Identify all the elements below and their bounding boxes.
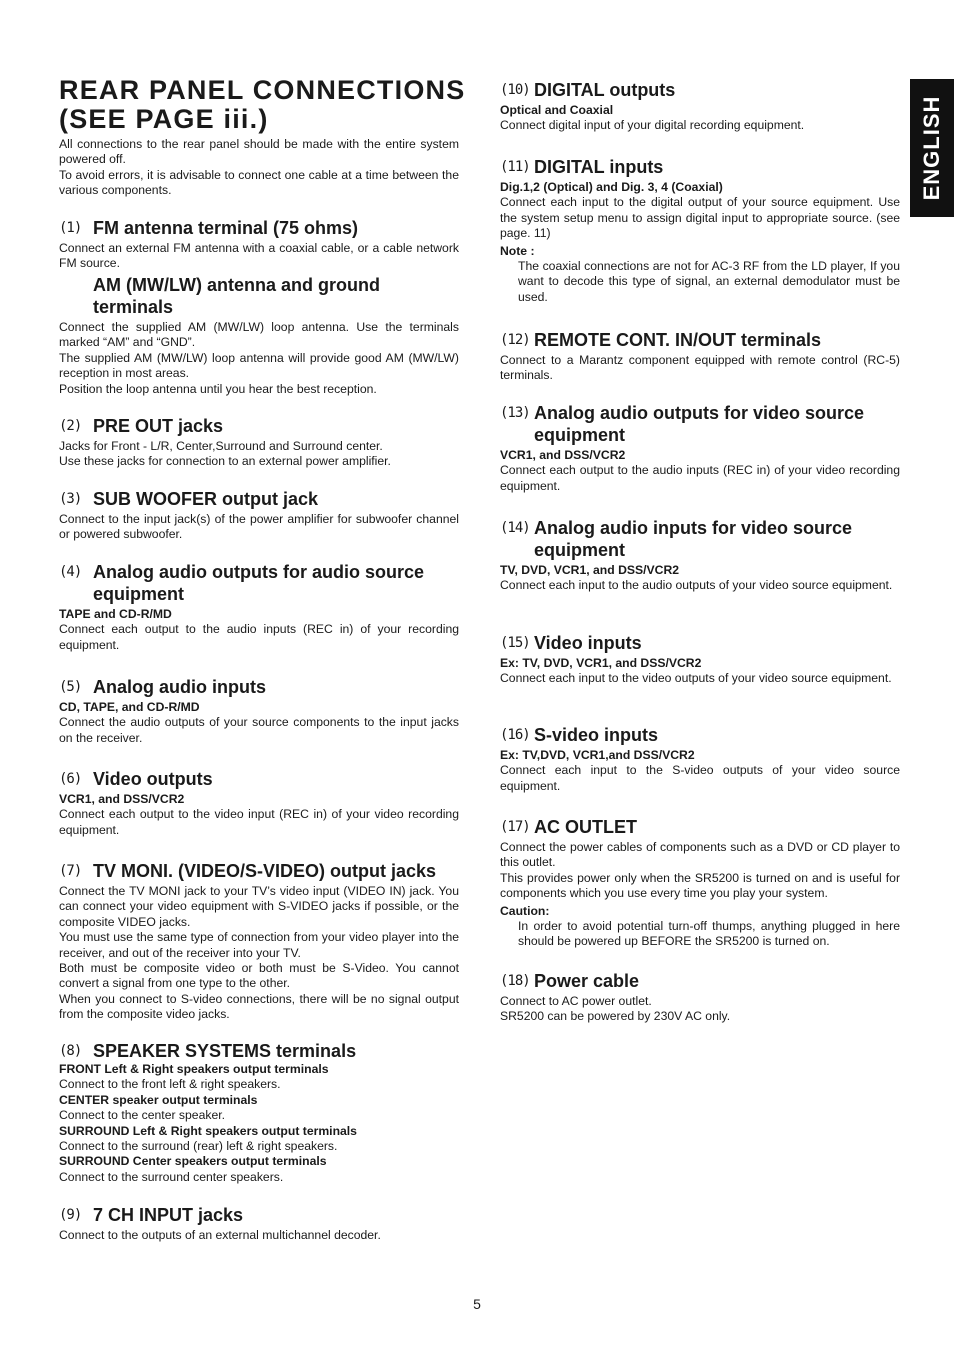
section-subheading: VCR1, and DSS/VCR2 — [500, 448, 626, 462]
section-heading: 7 CH INPUT jacks — [93, 1205, 244, 1225]
section-am-antenna — [59, 274, 459, 397]
section-digital-outputs — [500, 79, 900, 134]
section-heading: AM (MW/LW) antenna and ground terminals — [93, 275, 380, 317]
section-heading: Analog audio outputs for video source equipment — [534, 403, 865, 445]
language-tab — [910, 79, 954, 217]
section-subheading: CENTER speaker output terminals — [59, 1092, 258, 1107]
section-sub-woofer — [59, 488, 459, 543]
section-heading: SPEAKER SYSTEMS terminals — [93, 1041, 357, 1061]
section-number: (1) — [59, 220, 82, 236]
note-label: Note : — [500, 243, 535, 258]
section-heading: DIGITAL outputs — [534, 80, 676, 100]
section-heading: Analog audio inputs for video source equipment — [534, 518, 853, 560]
section-subheading: FRONT Left & Right speakers output terminals — [59, 1062, 329, 1076]
section-body: Connect the power cables of components such as a DVD or CD player to this outlet. This provides power only when the SR5200 is turned on and is useful for components which you use every time you play your system. — [500, 840, 900, 901]
section-body: Connect to the front left & right speakers. — [59, 1077, 281, 1092]
section-body: Connect digital input of your digital recording equipment. — [500, 118, 805, 133]
section-power-cable — [500, 970, 900, 1025]
section-subheading: TAPE and CD-R/MD — [59, 607, 172, 621]
section-video-inputs — [500, 632, 900, 687]
section-s-video-inputs — [500, 724, 900, 794]
section-heading: FM antenna terminal (75 ohms) — [93, 218, 359, 238]
section-body: Connect each input to the audio outputs of your video source equipment. — [500, 578, 893, 593]
section-remote-cont — [500, 329, 900, 384]
section-analog-audio-outputs — [59, 561, 459, 653]
section-body: Connect an external FM antenna with a coaxial cable, or a cable network FM source. — [59, 241, 459, 271]
section-tv-moni — [59, 860, 459, 1023]
section-number: (17) — [500, 819, 530, 835]
section-heading: TV MONI. (VIDEO/S-VIDEO) output jacks — [93, 861, 437, 881]
section-number: (9) — [59, 1207, 82, 1223]
section-body: Connect each input to the digital output of your source equipment. Use the system setup menu to assign digital input to appropriate source. (see page. 11) — [500, 195, 900, 241]
section-subheading: Ex: TV, DVD, VCR1, and DSS/VCR2 — [500, 656, 702, 670]
section-heading: REMOTE CONT. IN/OUT terminals — [534, 330, 822, 350]
section-number: (4) — [59, 564, 82, 580]
language-tab-label: ENGLISH — [919, 95, 944, 201]
section-body: Connect each output to the video input (REC in) of your video recording equipment. — [59, 807, 459, 837]
section-body: Connect to AC power outlet. SR5200 can be powered by 230V AC only. — [500, 994, 731, 1024]
section-number: (14) — [500, 520, 530, 536]
section-body: Connect to the input jack(s) of the power amplifier for subwoofer channel or powered subwoofer. — [59, 512, 459, 542]
section-number: (5) — [59, 679, 82, 695]
section-subheading: SURROUND Center speakers output terminals — [59, 1154, 327, 1169]
section-heading: SUB WOOFER output jack — [93, 489, 318, 509]
section-number: (13) — [500, 405, 530, 421]
caution-label: Caution: — [500, 903, 550, 918]
section-body: Connect each input to the S-video outputs of your video source equipment. — [500, 763, 900, 793]
section-subheading: SURROUND Left & Right speakers output terminals — [59, 1123, 357, 1138]
section-heading: PRE OUT jacks — [93, 416, 224, 436]
note-text: The coaxial connections are not for AC-3 RF from the LD player, If you want to decode this type of signal, an external demodulator must be used. — [518, 259, 900, 304]
section-ac-outlet — [500, 816, 900, 950]
section-number: (18) — [500, 973, 530, 989]
page-number: 5 — [473, 1296, 481, 1312]
section-subheading: Dig.1,2 (Optical) and Dig. 3, 4 (Coaxial) — [500, 180, 723, 194]
section-number: (10) — [500, 82, 530, 98]
section-body: Jacks for Front - L/R, Center,Surround and Surround center. Use these jacks for connection to an external power amplifier. — [59, 439, 391, 469]
section-number: (8) — [59, 1043, 82, 1059]
section-number: (7) — [59, 863, 82, 879]
section-heading: Video inputs — [534, 633, 642, 653]
section-body: Connect each output to the audio inputs (REC in) of your recording equipment. — [59, 622, 459, 652]
section-heading: DIGITAL inputs — [534, 157, 664, 177]
section-subheading: CD, TAPE, and CD-R/MD — [59, 700, 200, 714]
caution-text: In order to avoid potential turn-off thumps, anything plugged in here should be powered up BEFORE the SR5200 is turned on. — [518, 919, 900, 949]
section-body: Connect each input to the video outputs of your video source equipment. — [500, 671, 892, 686]
section-number: (11) — [500, 159, 530, 175]
section-heading: Analog audio inputs — [93, 677, 266, 697]
section-body: Connect to a Marantz component equipped with remote control (RC-5) terminals. — [500, 353, 900, 383]
section-body: Connect to the center speaker. — [59, 1108, 225, 1123]
section-digital-inputs — [500, 156, 900, 305]
section-pre-out — [59, 415, 459, 470]
section-subheading: Optical and Coaxial — [500, 103, 614, 117]
section-heading: S-video inputs — [534, 725, 659, 745]
section-number: (15) — [500, 635, 530, 651]
section-number: (3) — [59, 491, 82, 507]
page-title: REAR PANEL CONNECTIONS (SEE PAGE iii.) — [59, 75, 466, 134]
section-number: (2) — [59, 418, 82, 434]
section-body: Connect each output to the audio inputs (REC in) of your video recording equipment. — [500, 463, 900, 493]
section-number: (6) — [59, 771, 82, 787]
section-heading: Video outputs — [93, 769, 213, 789]
intro-text: All connections to the rear panel should be made with the entire system powered off. To avoid errors, it is advisable to connect one cable at a time between the various components. — [59, 137, 459, 198]
section-body: Connect to the outputs of an external multichannel decoder. — [59, 1228, 381, 1242]
section-analog-audio-outputs-video — [500, 402, 900, 494]
section-analog-audio-inputs-video — [500, 517, 900, 594]
section-heading: Power cable — [534, 971, 640, 991]
section-7ch-input — [59, 1204, 459, 1243]
section-subheading: Ex: TV,DVD, VCR1,and DSS/VCR2 — [500, 748, 695, 762]
section-body: Connect the audio outputs of your source components to the input jacks on the receiver. — [59, 715, 459, 745]
section-body: Connect the supplied AM (MW/LW) loop antenna. Use the terminals marked “AM” and “GND”. The supplied AM (MW/LW) loop antenna will provide good AM (MW/LW) reception in most areas. Position the loop antenna until you hear the best reception. — [59, 320, 459, 396]
section-number: (12) — [500, 332, 530, 348]
section-heading: AC OUTLET — [534, 817, 637, 837]
section-analog-audio-inputs — [59, 676, 459, 746]
section-body: Connect to the surround (rear) left & right speakers. — [59, 1139, 338, 1154]
section-number: (16) — [500, 727, 530, 743]
section-fm-antenna — [59, 217, 459, 272]
section-subheading: TV, DVD, VCR1, and DSS/VCR2 — [500, 563, 680, 577]
section-heading: Analog audio outputs for audio source equipment — [93, 562, 424, 604]
section-body: Connect to the surround center speakers. — [59, 1169, 284, 1184]
section-speaker-systems — [59, 1040, 459, 1185]
section-body: Connect the TV MONI jack to your TV’s video input (VIDEO IN) jack. You can connect your video equipment with S-VIDEO jacks if possible, or the composite VIDEO jacks. You must use the same type of connection from your video player into the receiver, and out of the receiver into your TV. Both must be composite video or both must be S-Video. You cannot convert a signal from one type to the other. When you connect to S-video connections, there will be no signal output from the composite video jacks. — [59, 884, 459, 1022]
section-video-outputs — [59, 768, 459, 838]
section-subheading: VCR1, and DSS/VCR2 — [59, 792, 185, 806]
